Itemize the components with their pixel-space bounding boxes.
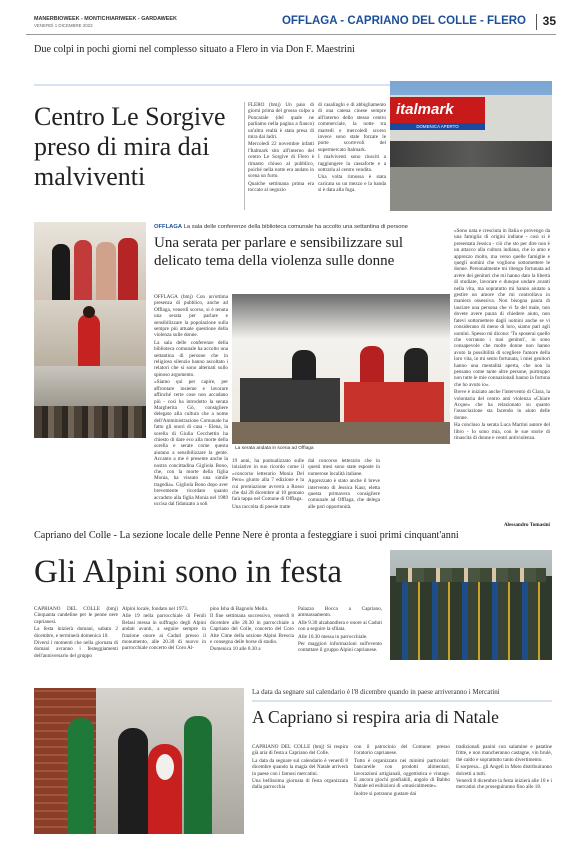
article-mercatini: [34, 688, 552, 836]
paragraph: Una raccolta di poesie tratte: [232, 503, 291, 510]
photo-speaker-woman: [34, 300, 146, 366]
page-header: [26, 12, 556, 36]
article-headline: Una serata per parlare e sensibilizzare sul delicato tema della violenza sulle donne: [154, 235, 404, 269]
photo-caption: La serata andata in scena ad Offlaga: [232, 444, 450, 454]
article-furto-flero: [34, 44, 552, 214]
article-col-1: [154, 294, 228, 542]
paragraph: Una volta rimossa è stata caricata su un mezzo e la banda si è data alla fuga.: [318, 174, 386, 194]
paragraph: di casalinghi e di abbigliamento di una catena cinese sempre all'interno dello stesso centro commerciale, la notte tra martedì e mercoledì scorso invece sono state forzate le porte scorrevoli del supermercato Italmark.: [318, 102, 386, 153]
column-rule: [244, 102, 245, 210]
article-col-3: [210, 606, 294, 680]
paragraph: 19 anni, ha puntualizzato sulle iniziative in suo ricordo come il «concorso letterario Monia Del Pero» giunto alla 7 edizione e la cui premiazione avverrà a Rosso che dal 28 dicembre al 10 gennaio farà tappa nel Comune di Offlaga.: [232, 458, 304, 503]
section-title: OFFLAGA - CAPRIANO DEL COLLE - FLERO: [281, 15, 526, 27]
article-headline: Gli Alpini sono in festa: [34, 554, 342, 590]
photo-alpini-group: [390, 550, 552, 660]
paragraph: Ha concluso la serata Luca Martini autore del libro - Io sono mia, con le sue storie di rinascita di donne e centri antiviolenza.: [454, 422, 550, 441]
paragraph: Alle 10.30 messa in parrocchiale.: [298, 633, 368, 640]
paragraph: Domenica 10 alle 8.30 a: [210, 646, 261, 653]
paragraph: Diversi i momenti che nella giornata di domani avranno i festeggiamenti dell'anniversario del gruppo: [34, 640, 118, 659]
photo-santa-elves: [34, 688, 244, 834]
paragraph: Alle 9.30 alzabandiera e onore ai Caduti con a seguire la sfilata.: [298, 619, 382, 633]
paragraph: «Sono nata e cresciuta in Italia e provengo da una famiglia di origini indiane - così si è presentata Jessica - ciò che sto per dire non è un attacco alla cultura indiana, che io amo e apprezzo molto, ma verso quelle famiglie e quegli uomini che vogliono sottomettere le donne. Personalmente mi ritengo fortunata ad avere dei genitori che mi hanno dato la libertà di studiare, lavorare e dunque undare avanti nella vita, ma sopratutto mi hanno aiutato a gestire un amore che mi controllava in maniera ossessiva. Non bisogna paura di lasciare una persona che vi fa del male, non dovete avere paura di chiedere aiuto, non fatevi sottomettere dagli uomini anche se vi considerano di meno di loro, siamo pari agli uomini. Spesso mi dicono: 'Tu sposerai quello che vorranno i tuoi genitori', io sono consapevole che molte donne non hanno avuto la possibilità di scegliere l'amore della loro vita, io mi sento fortunata, i miei genitori hanno una mentalità aperta, che non la pensano come tante altre persone, purtroppo non tutte le mie connazionali hanno la fortuna che ho avuto io».: [454, 228, 550, 388]
paragraph: Una bellissima giornata di festa organizzata dalla parrocchia: [252, 778, 348, 791]
photo-conference: [232, 294, 450, 444]
paragraph: tradizionali panini con salamine e patatine fritte, e non mancheranno castagne, vin brulè, thè caldo e soprattutto tanto divertimento.: [456, 744, 552, 763]
edition-names: MANERBIOWEEK - MONTICHIARIWEEK - GARDAWEEK: [34, 16, 177, 22]
article-col-4: [298, 606, 382, 680]
article-col-4: [454, 228, 550, 540]
paragraph: CAPRIANO DEL COLLE (bmj) Cinquanta candeline per le penne nere caprianesi.: [34, 606, 118, 625]
store-sign-sub: DOMENICA APERTO: [390, 123, 485, 130]
paragraph: Mercoledì 22 novembre infatti l'Italmark sito all'interno del centro Le Sorgive di Flero è rimasto chiuso al pubblico, poiché nella notte era andato in scena un furto.: [248, 141, 314, 180]
page-number: 35: [542, 14, 556, 28]
paragraph: Il fine settimana successivo, venerdì 8 dicembre alle 20.30 in parrocchiale a Capriano del Colle, concerto del Coro Alte Cime della sezione Alpini Brescia e consegna delle borse di studio.: [210, 613, 294, 646]
header-divider: [536, 14, 537, 30]
paragraph: Qualche settimana prima era toccato al negozio: [248, 180, 314, 194]
paragraph: Inoltre si potranno gustare dai: [354, 790, 417, 797]
paragraph: La sala delle conferenze della biblioteca comunale ha accolto una settantina di persone che in religioso silenzio hanno ascoltato i relatori che si sono alternati sullo spinoso argomento.: [154, 339, 228, 378]
paragraph: Venerdì 8 dicembre la festa inizierà alle 10 e i mercatini che proseguiranno fino alle 18.: [456, 778, 552, 791]
article-overline: Due colpi in pochi giorni nel complesso situato a Flero in via Don F. Maestrini: [34, 44, 355, 55]
article-col-1: [252, 744, 348, 836]
photo-audience: [34, 366, 146, 438]
paragraph: Alpini locale, fondato nel 1973.: [122, 606, 188, 612]
overline-text: La sala delle conferenze della biblioteca comunale ha accolto una settantina di persone: [183, 224, 408, 230]
paragraph: I malviventi sono riusciti a raggiungere la cassaforte e a sottrarla al centro vendita.: [318, 154, 386, 174]
paragraph: dal concorso letterario che in questi mesi sono state esposte in numerose località italiane.: [308, 458, 380, 477]
paragraph: Tutto è organizzato nei minimi particolari: bancarelle con prodotti alimentari, lavorazioni artigianali, oggettistica e vintage. E ancora giochi gonfiabili, angolo di Babbo Natale ed esibizioni di «musicalmente».: [354, 757, 450, 790]
article-col-2: [318, 102, 386, 212]
article-col-3: [456, 744, 552, 836]
article-overline: La data da segnare sul calendario è l'8 dicembre quando in paese arriveranno i Mercatini: [252, 688, 500, 696]
article-col-2: [354, 744, 450, 836]
photo-speakers: [34, 222, 146, 300]
article-col-2: [122, 606, 206, 680]
article-kicker: OFFLAGA: [154, 224, 183, 230]
paragraph: «Siamo qui per capire, per affrontare insieme e lavorare affinché certe cose non accadano più - così ha introdotto la serata Margherita Gò, consigliere delegato alla cultura che a nome dell'Amministrazione Comunale ha fatto gli onori di casa - Elena, la sorella di Giulia Cecchettin ha chiesto di dare eco alla morte della sorella e serate come questa aiutano a sensibilizzare la gente. Accanto a me è presente anche la nostra concittadina Gigliola Bono, che, con la morte della figlia Monia, ha vissuto una simile tragedia». Gigliola Bono dopo aver brevemente ricordato quanto accaduto alla figlia Monia nel 1989 uccisa dal fidanzato a soli: [154, 379, 228, 507]
paragraph: CAPRIANO DEL COLLE (bmj) Si respira già aria di festa a Capriano del Colle.: [252, 744, 348, 757]
paragraph: La data da segnare sul calendario è venerdì 8 dicembre quando la magia del Natale arriverà in paese con i famosi mercatini.: [252, 757, 348, 777]
article-author: Alessandro Tomasini: [503, 522, 550, 528]
paragraph: Alle 19 nella parrocchiale di Fenili Belasi messa in suffragio degli Alpini andati avanti, a seguire sempre in frazione onore ai Caduti presso il monumento, alle 20.30 di nuovo in parrocchiale concerto del Coro Al-: [122, 613, 206, 652]
article-band: [252, 700, 552, 702]
article-overline: Capriano del Colle - La sezione locale delle Penne Nere è pronta a festeggiare i suoi primi cinquant'anni: [34, 530, 459, 541]
article-col-1: [34, 606, 118, 680]
article-alpini: [34, 530, 552, 680]
paragraph: con il patrocinio del Comune: presso l'oratorio caprianese.: [354, 744, 450, 757]
paragraph: OFFLAGA (bmj) Con un'ottima presenza di pubblico, anche ad Offlaga, venerdì scorso, si è tenuta una serata per parlare e sensibilizzare la popolazione sulla sempre più attuale questione della violenza sulle donne.: [154, 294, 228, 339]
article-violenza-donne: [34, 222, 552, 528]
paragraph: Apprezzato è stato anche il breve intervento di Jessica Kaur, eletta questa primavera consigliere comunale ad Offlaga, che delega alle pari opportunità.: [308, 478, 380, 510]
paragraph: FLERO (bmj) Un paio di giorni prima del grosso colpo a Poncarale (del quale ne parliamo nella pagina a fianco) un'altra realtà è stata presa di mira dai ladri.: [248, 102, 314, 141]
article-col-1: [248, 102, 314, 212]
paragraph: Palazzo Bocca a Capriano, ammassamento.: [298, 606, 382, 619]
paragraph: Per maggiori informazioni sull'evento contattare il gruppo Alpini caprianese.: [298, 641, 382, 654]
paragraph: Breve è iniziato anche l'intervento di Clara, la volontaria del centro anti violenza «Chiare Acque» che ha relazionato su quanto l'associazione sta facendo in aiuto delle donne.: [454, 389, 550, 421]
article-headline: Centro Le Sorgive preso di mira dai malviventi: [34, 102, 226, 191]
paragraph: E sorpresa... gli Angeli in Moto distribuiranno dolcetti a tutti.: [456, 764, 552, 777]
article-headline: A Capriano si respira aria di Natale: [252, 707, 499, 727]
photo-italmark-store: [390, 81, 552, 211]
paragraph: La festa inizierà domani, sabato 2 dicembre, e terminerà domenica 10.: [34, 626, 118, 639]
paragraph: pino Isba di Bagnolo Mella.: [210, 606, 269, 612]
header-rule: [26, 34, 556, 35]
article-overline: [154, 224, 408, 230]
issue-date: VENERDÌ 1 DICEMBRE 2023: [34, 23, 93, 28]
store-logo: italmark: [396, 101, 454, 118]
